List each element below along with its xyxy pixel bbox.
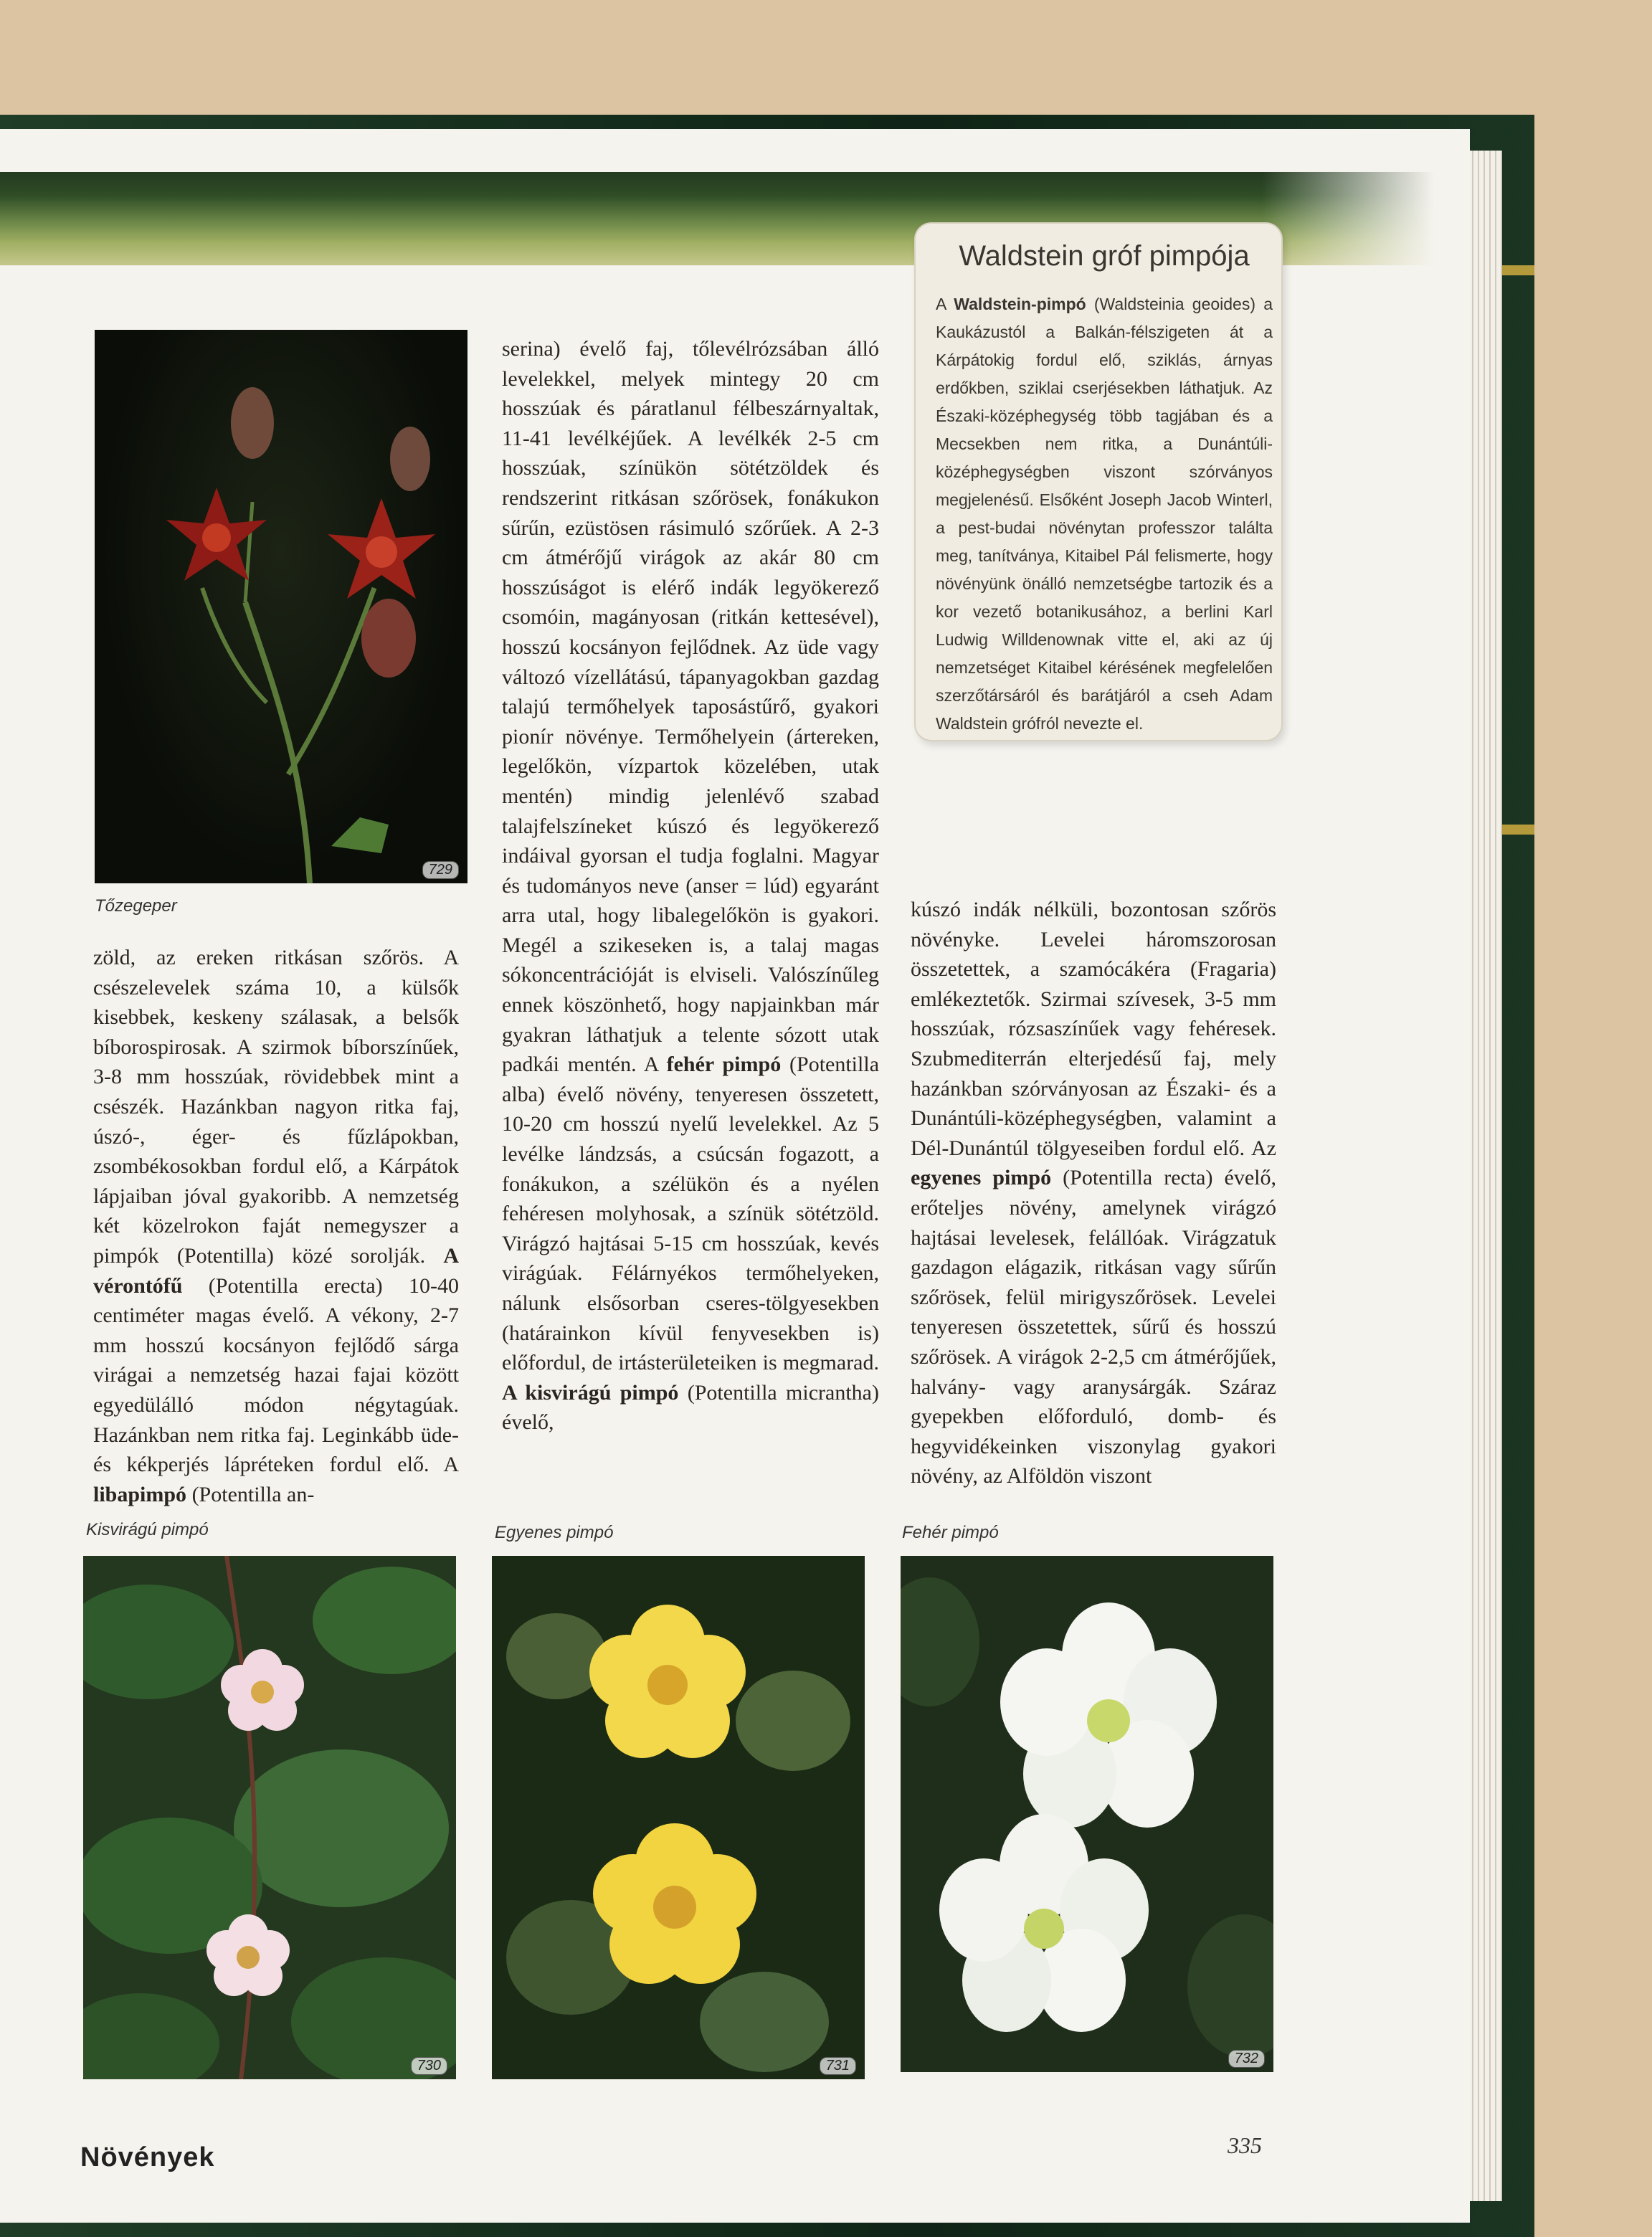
sidebar-text xyxy=(936,290,1273,738)
bold-term: egyenes pimpó xyxy=(911,1166,1052,1190)
photo-egyenes-pimpo xyxy=(492,1556,865,2079)
photo-tozegeper xyxy=(95,330,467,883)
text-run: kúszó indák nélküli, bozontosan szőrös növényke. Levelei háromszorosan összetettek, a szamócákéra (Fragaria) emlékeztetők. Szirmai szívesek, 3-5 mm hosszúak, rózsaszínűek vagy fehéresek. Szubmediterrán elterjedésű faj, mely hazánkban szórványosan az Északi- és a Dunántúli-középhegységben, valamint a Dél-Dunántúl tölgyeseiben fordul elő. Az xyxy=(911,898,1276,1160)
bold-term: A vérontófű xyxy=(93,1243,459,1298)
text-column-3 xyxy=(911,895,1276,1491)
sidebar-title: Waldstein gróf pimpója xyxy=(959,240,1250,272)
marsh-cinquefoil-illustration xyxy=(95,330,467,883)
bold-term: Waldstein-pimpó xyxy=(954,295,1086,313)
text-column-1 xyxy=(93,943,459,1509)
figure-caption: Kisvirágú pimpó xyxy=(86,1520,209,1539)
figure-caption: Egyenes pimpó xyxy=(495,1523,614,1542)
cover-gold-line xyxy=(1499,265,1534,275)
figure-caption: Tőzegeper xyxy=(95,896,177,916)
white-cinquefoil-illustration xyxy=(901,1556,1273,2072)
text-run: (Potentilla recta) évelő, erőteljes növény, amelynek virágzó hajtásai levelesek, felállóak. Virágzatuk gazdagon elágazik, ritkásan vagy sűrűn szőrösek, felül mirigyszőrösek. Levelei tenyeresen összetettek, sűrű és hosszú szőrösek. A virágok 2-2,5 cm átmérőjűek, halvány- vagy aranysárgák. Száraz gyepekben előforduló, domb- és hegyvidékeinken viszonylag gyakori növény, az Alföldön viszont xyxy=(911,1166,1276,1488)
text-run: serina) évelő faj, tőlevélrózsában álló levelekkel, melyek mintegy 20 cm hosszúak és páratlanul félbeszárnyaltak, 11-41 levélkéjűek. A levélkék 2-5 cm hosszúak, színükön sötétzöldek és rendszerint ritkásan szőrösek, fonákukon sűrűn, ezüstösen rásimuló szőrűek. A 2-3 cm átmérőjű virágok az akár 80 cm hosszúságot is elérő indák legyökerező csomóin, magányosan (ritkán kettesével), hosszú kocsányon fejlődnek. Az üde vagy változó vízellátású, tápanyagokban gazdag talajú termőhelyek taposástűrő, gyakori pionír növénye. Termőhelyein (ártereken, legelőkön, vízpartok közelében, utak mentén) mindig jelenlévő szabad talajfelszíneket kúszó és legyökerező indáival gyorsan el tudja foglalni. Magyar és tudományos neve (anser = lúd) egyaránt arra utal, hogy libalegelőkön is gyakori. Megél a szikeseken is, a talaj magas sókoncentrációját is elviseli. Valószínűleg ennek köszönhető, hogy napjainkban már gyakran láthatjuk a telente sózott utak padkái mentén. A xyxy=(502,337,879,1077)
figure-number: 731 xyxy=(820,2057,856,2075)
text-run: (Potentilla alba) évelő növény, tenyeresen összetett, 10-20 cm hosszú nyelű levelekkel. Az 5 levélke lándzsás, a csúcsán fogazott, a fonákukon, a szélükön és a nyélen fehéresen molyhosak, a színük sötétzöld. Virágzó hajtásai 5-15 cm hosszúak, kevés virágúak. Félárnyékos termőhelyeken, nálunk elsősorban cseres-tölgyesekben (határainkon kívül fenyvesekben is) előfordul, de irtásterületeiken is megmarad. xyxy=(502,1053,880,1375)
text-run: A xyxy=(936,295,954,313)
photo-kisviragu-pimpo xyxy=(83,1556,456,2079)
small-flowered-cinquefoil-illustration xyxy=(83,1556,456,2079)
text-run: (Potentilla an- xyxy=(186,1482,315,1506)
text-run: zöld, az ereken ritkásan szőrös. A csészelevelek száma 10, a külsők kisebbek, keskeny szálasak, a belsők bíborospirosak. A szirmok bíborszínűek, 3-8 mm hosszúak, rövidebbek mint a csészék. Hazánkban nagyon ritka faj, úszó-, éger- és fűzlápokban, zsombékosokban fordul elő, a Kárpátok lápjaiban jóval gyakoribb. A nemzetség két közelrokon faját nemegyszer a pimpók (Potentilla) közé sorolják. xyxy=(93,946,459,1268)
bold-term: fehér pimpó xyxy=(666,1053,782,1077)
figure-number: 732 xyxy=(1228,2050,1265,2068)
bold-term: A kisvirágú pimpó xyxy=(502,1380,679,1405)
figure-caption: Fehér pimpó xyxy=(902,1523,999,1542)
figure-number: 729 xyxy=(422,861,459,879)
text-run: (Potentilla erecta) 10-40 centiméter magas évelő. A vékony, 2-7 mm hosszú kocsányon fejlődő sárga virágai a nemzetség hazai fajai között egyedülálló módon négytagúak. Hazánkban nem ritka faj. Leginkább üde- és kékperjés lápréteken fordul elő. A xyxy=(93,1273,459,1477)
text-run: (Potentilla micrantha) évelő, xyxy=(502,1380,879,1435)
sulphur-cinquefoil-illustration xyxy=(492,1556,865,2079)
cover-gold-line xyxy=(1499,825,1534,835)
text-column-2 xyxy=(502,334,879,1438)
section-label: Növények xyxy=(80,2142,215,2172)
bold-term: libapimpó xyxy=(93,1482,187,1506)
figure-number: 730 xyxy=(411,2057,447,2075)
page-number: 335 xyxy=(1228,2132,1262,2158)
text-run: (Waldsteinia geoides) a Kaukázustól a Balkán-félszigeten át a Kárpátokig fordul elő, sziklás, árnyas erdőkben, sziklai cserjésekben láthatjuk. Az Északi-középhegység több tagjában és a Mecsekben nem ritka, a Dunántúli-középhegységben viszont szórványos megjelenésű. Elsőként Joseph Jacob Winterl, a pest-budai növénytan professzor találta meg, tanítványa, Kitaibel Pál felismerte, hogy növényünk önálló nemzetségbe tartozik és a kor vezető botanikusához, a berlini Karl Ludwig Willdenownak vitte el, aki az új nemzetséget Kitaibel kérésének megfelelően szerzőtársáról és barátjáról a cseh Adam Waldstein grófról nevezte el. xyxy=(936,295,1273,733)
photo-feher-pimpo xyxy=(901,1556,1273,2072)
